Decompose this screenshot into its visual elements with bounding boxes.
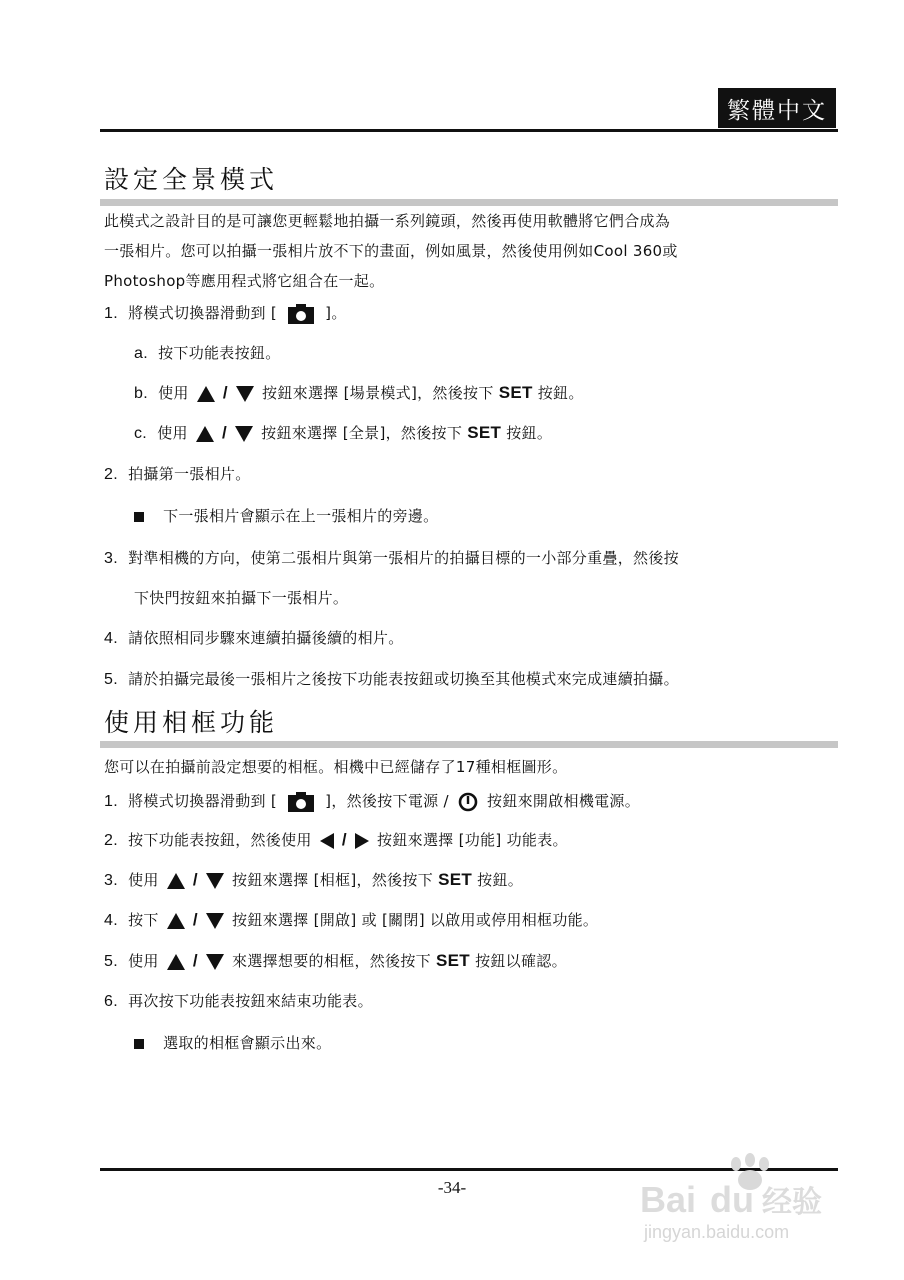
set-key: SET [436, 951, 470, 970]
step-number: 2. [104, 466, 118, 483]
step-text-end: 按鈕來開啟相機電源。 [487, 792, 641, 810]
step-text: 使用 [128, 952, 159, 970]
frame-intro: 您可以在拍攝前設定想要的相框。相機中已經儲存了17種相框圖形。 [104, 758, 568, 776]
frame-step-6-bullet [134, 1032, 331, 1054]
step-text: 請依照相同步驟來連續拍攝後續的相片。 [128, 629, 404, 647]
step-text-end: 按鈕來選擇 [開啟] 或 [關閉] 以啟用或停用相框功能。 [232, 911, 599, 929]
step-text: ]，然後按下電源 / [325, 792, 449, 810]
section-rule [100, 199, 838, 206]
step-text: 按下功能表按鈕，然後使用 [128, 831, 312, 849]
camera-icon [288, 792, 314, 812]
frame-step-6 [104, 990, 373, 1013]
step-1b [134, 382, 584, 405]
slash: / [222, 383, 228, 402]
language-badge: 繁體中文 [718, 88, 836, 128]
triangle-up-icon [166, 872, 186, 890]
step-text: 拍攝第一張相片。 [128, 465, 251, 483]
step-text: 再次按下功能表按鈕來結束功能表。 [128, 992, 373, 1010]
step-number: 6. [104, 993, 118, 1010]
step-number: 3. [104, 550, 118, 567]
triangle-down-icon [235, 385, 255, 403]
step-text: 將模式切換器滑動到 [ [128, 792, 278, 810]
step-text: 使用 [158, 384, 189, 402]
square-bullet-icon [134, 512, 144, 522]
step-text: 來選擇想要的相框，然後按下 [232, 952, 431, 970]
watermark-brand-2: du [710, 1179, 754, 1220]
step-letter: a. [134, 345, 148, 362]
step-text: 對準相機的方向，使第二張相片與第一張相片的拍攝目標的一小部分重疊，然後按 [128, 549, 679, 567]
baidu-watermark [640, 1150, 860, 1250]
step-5 [104, 668, 679, 691]
intro-line-3: Photoshop等應用程式將它組合在一起。 [104, 272, 385, 290]
frame-step-3 [104, 869, 523, 892]
step-1a [134, 342, 281, 365]
slash: / [192, 951, 198, 970]
step-letter: c. [134, 425, 148, 442]
step-1c [134, 422, 552, 445]
triangle-up-icon [166, 953, 186, 971]
slash: / [192, 870, 198, 889]
step-text-end: ]。 [325, 304, 347, 322]
triangle-up-icon [166, 912, 186, 930]
step-text-end: 按鈕。 [537, 384, 584, 402]
triangle-right-icon [354, 832, 370, 850]
watermark-brand-cn: 经验 [762, 1185, 822, 1220]
step-2 [104, 463, 251, 486]
page-number: -34- [437, 1178, 467, 1197]
step-1 [104, 302, 347, 325]
slash: / [341, 830, 347, 849]
watermark-url: jingyan.baidu.com [644, 1222, 790, 1242]
frame-step-5 [104, 950, 567, 973]
intro-line-2: 一張相片。您可以拍攝一張相片放不下的畫面，例如風景，然後使用例如Cool 360或 [104, 242, 678, 260]
triangle-down-icon [205, 872, 225, 890]
triangle-left-icon [319, 832, 335, 850]
step-text-end: 按鈕。 [506, 424, 553, 442]
power-icon [458, 792, 478, 812]
frame-step-2 [104, 829, 568, 852]
step-3-continued: 下快門按鈕來拍攝下一張相片。 [134, 589, 349, 607]
set-key: SET [498, 383, 533, 402]
intro-line-1: 此模式之設計目的是可讓您更輕鬆地拍攝一系列鏡頭，然後再使用軟體將它們合成為 [104, 212, 671, 230]
frame-step-4 [104, 909, 598, 932]
triangle-up-icon [196, 385, 216, 403]
step-3 [104, 547, 679, 570]
step-number: 1. [104, 793, 118, 810]
step-text-end: 按鈕。 [477, 871, 524, 889]
set-key: SET [467, 423, 502, 442]
step-text-end: 按鈕以確認。 [475, 952, 567, 970]
step-text-end: 按鈕來選擇 [功能] 功能表。 [377, 831, 568, 849]
triangle-down-icon [205, 912, 225, 930]
step-text: 按鈕來選擇 [場景模式]，然後按下 [262, 384, 494, 402]
watermark-brand: Bai [640, 1179, 697, 1220]
section-rule [100, 741, 838, 748]
step-text: 使用 [128, 871, 159, 889]
section-title-frame: 使用相框功能 [104, 708, 279, 737]
step-text: 將模式切換器滑動到 [ [128, 304, 278, 322]
frame-step-1 [104, 790, 640, 813]
step-number: 4. [104, 912, 118, 929]
step-number: 2. [104, 832, 118, 849]
header-rule [100, 129, 838, 132]
square-bullet-icon [134, 1039, 144, 1049]
step-number: 1. [104, 305, 118, 322]
triangle-down-icon [234, 425, 254, 443]
step-text: 按下功能表按鈕。 [158, 344, 281, 362]
step-text: 按鈕來選擇 [全景]，然後按下 [261, 424, 463, 442]
section-title-panorama: 設定全景模式 [104, 165, 279, 194]
step-text: 按下 [128, 911, 159, 929]
triangle-up-icon [195, 425, 215, 443]
step-letter: b. [134, 385, 148, 402]
slash: / [192, 910, 198, 929]
step-number: 5. [104, 671, 118, 688]
step-number: 3. [104, 872, 118, 889]
step-4 [104, 627, 404, 650]
triangle-down-icon [205, 953, 225, 971]
step-2-bullet [134, 505, 438, 527]
step-text: 使用 [157, 424, 188, 442]
bullet-text: 下一張相片會顯示在上一張相片的旁邊。 [163, 507, 439, 525]
step-text: 按鈕來選擇 [相框]，然後按下 [232, 871, 434, 889]
step-number: 4. [104, 630, 118, 647]
camera-icon [288, 304, 314, 324]
set-key: SET [438, 870, 473, 889]
step-number: 5. [104, 953, 118, 970]
bullet-text: 選取的相框會顯示出來。 [163, 1034, 332, 1052]
step-text: 請於拍攝完最後一張相片之後按下功能表按鈕或切換至其他模式來完成連續拍攝。 [128, 670, 679, 688]
slash: / [221, 423, 227, 442]
